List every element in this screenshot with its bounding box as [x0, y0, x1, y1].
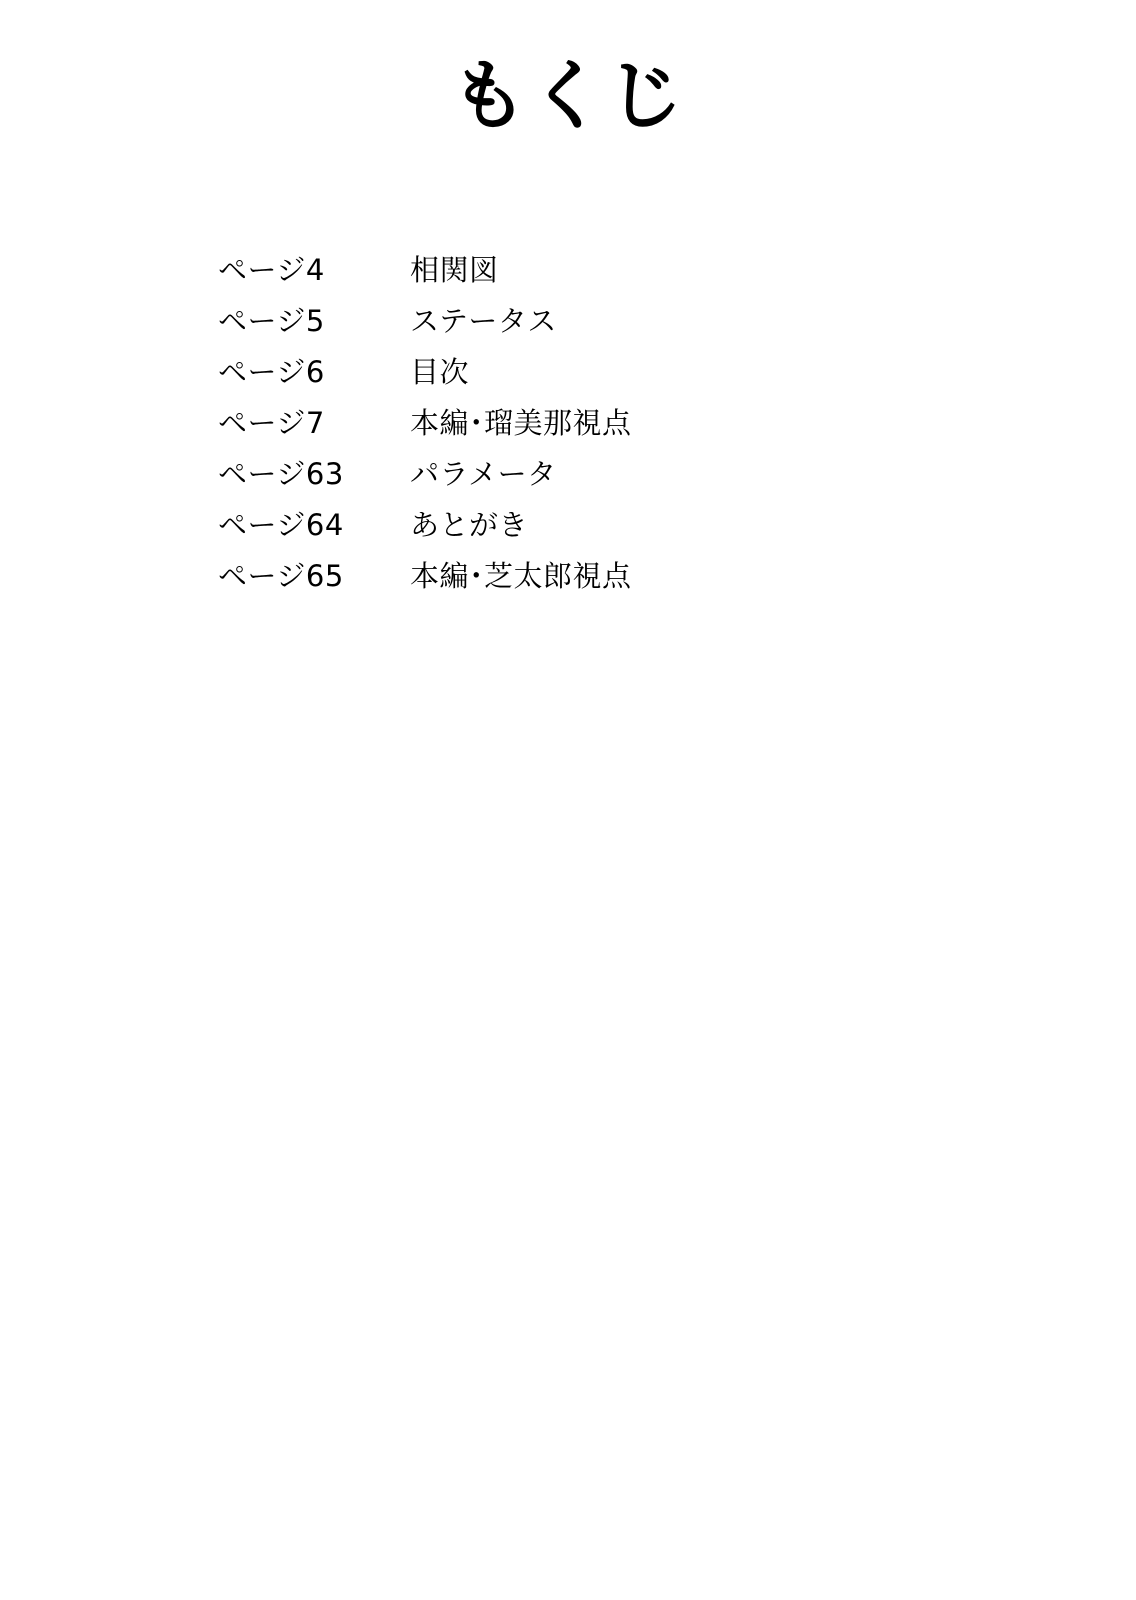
list-item[interactable]	[218, 398, 918, 449]
toc-page-number: ページ63	[218, 457, 344, 491]
page-title: もくじ	[451, 51, 685, 140]
toc-entry-label: あとがき	[410, 508, 529, 542]
toc-list	[218, 245, 918, 602]
list-item[interactable]	[218, 551, 918, 602]
toc-entry-label: パラメータ	[410, 457, 557, 491]
toc-entry-label: 本編･瑠美那視点	[410, 406, 632, 440]
toc-entry-label: 本編･芝太郎視点	[410, 559, 632, 593]
toc-page-number: ページ7	[218, 406, 325, 440]
list-item[interactable]	[218, 347, 918, 398]
toc-page-number: ページ4	[218, 253, 325, 287]
list-item[interactable]	[218, 245, 918, 296]
toc-page-number: ページ5	[218, 304, 325, 338]
list-item[interactable]	[218, 500, 918, 551]
toc-entry-label: ステータス	[410, 304, 557, 338]
toc-page-number: ページ64	[218, 508, 344, 542]
toc-entry-label: 相関図	[410, 253, 499, 287]
toc-page-number: ページ65	[218, 559, 344, 593]
toc-page-number: ページ6	[218, 355, 325, 389]
toc-entry-label: 目次	[410, 355, 470, 389]
list-item[interactable]	[218, 449, 918, 500]
list-item[interactable]	[218, 296, 918, 347]
